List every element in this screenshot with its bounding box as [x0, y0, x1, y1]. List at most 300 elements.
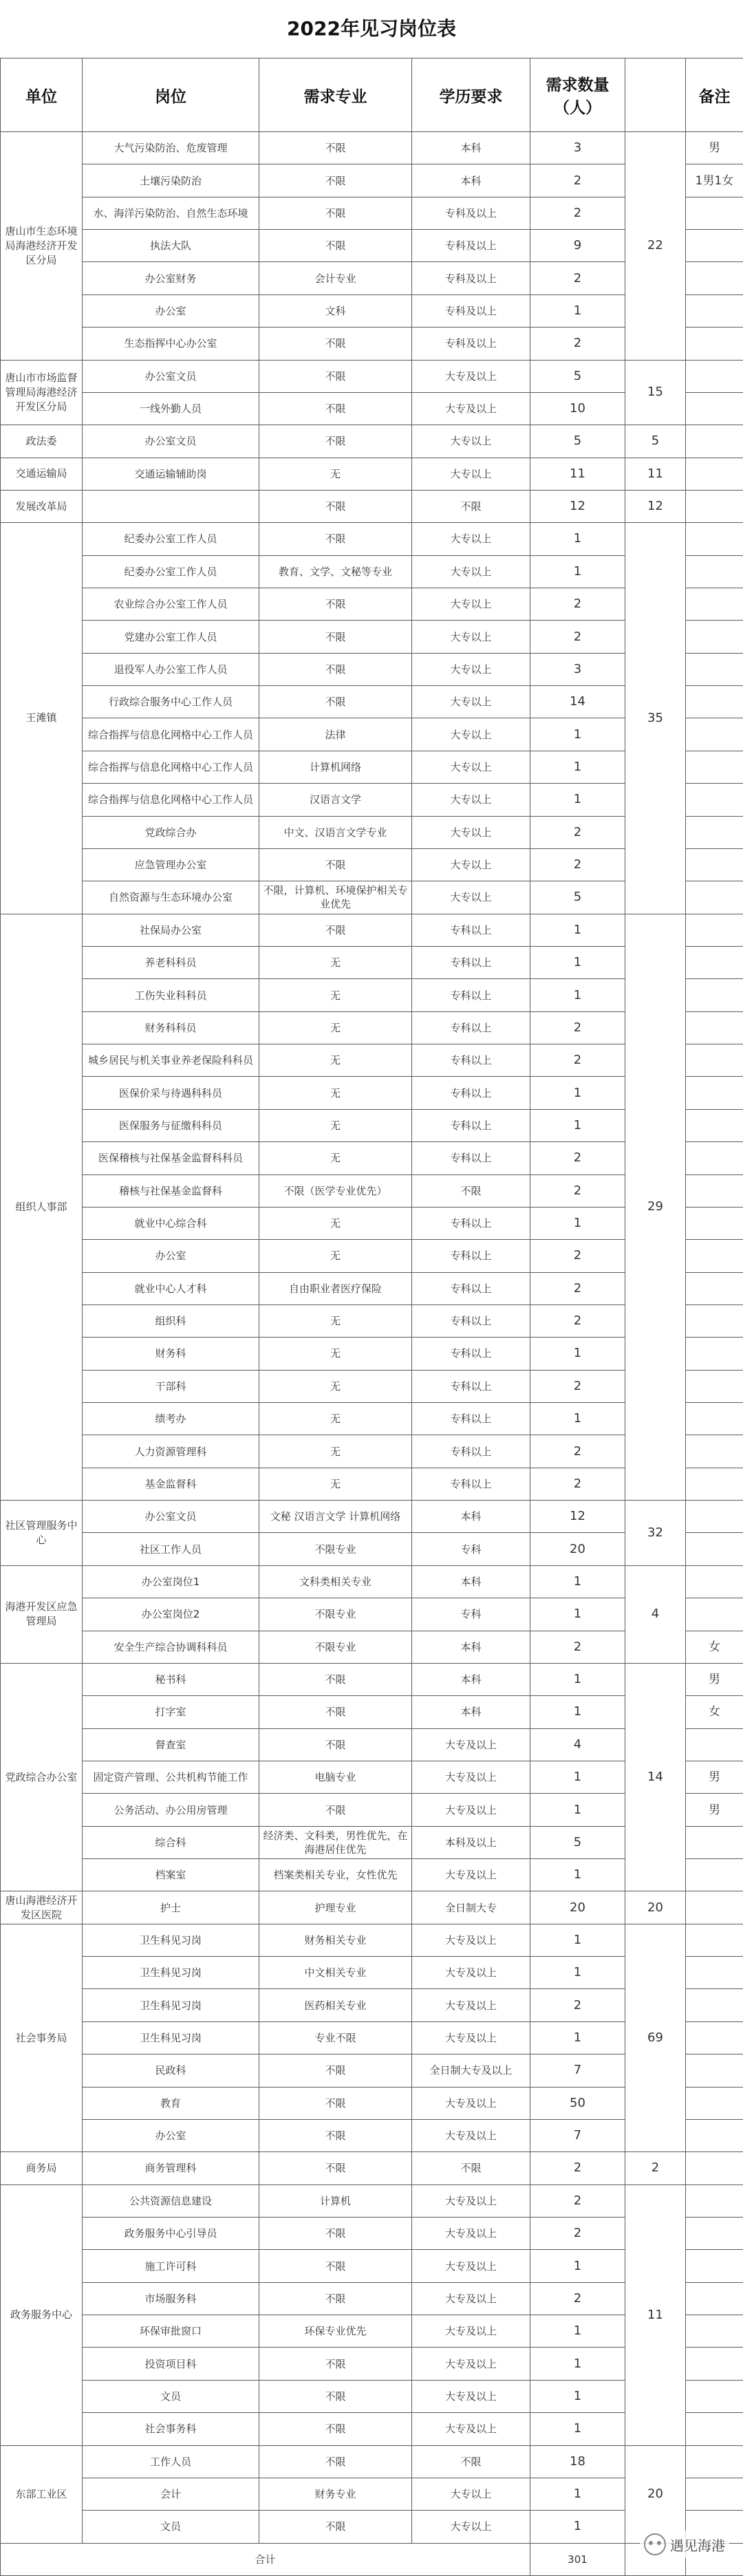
major-cell: 财务专业	[259, 2478, 412, 2510]
note-cell	[686, 1989, 743, 2021]
note-cell	[686, 881, 743, 914]
count-cell: 2	[530, 1240, 625, 1272]
count-cell: 2	[530, 588, 625, 621]
note-cell	[686, 848, 743, 881]
note-cell: 男	[686, 1663, 743, 1695]
major-cell: 中文相关专业	[259, 1957, 412, 1989]
major-cell: 会计专业	[259, 262, 412, 294]
major-cell: 计算机	[259, 2185, 412, 2217]
subtotal-cell: 15	[625, 360, 686, 425]
education-cell: 专科及以上	[412, 262, 530, 294]
count-cell: 1	[530, 784, 625, 816]
education-cell: 大专及以上	[412, 2218, 530, 2250]
table-row	[1, 914, 743, 946]
subtotal-cell: 32	[625, 1501, 686, 1566]
note-cell: 女	[686, 1696, 743, 1728]
count-cell: 1	[530, 2511, 625, 2543]
note-cell	[686, 784, 743, 816]
position-cell: 财务科	[83, 1338, 259, 1370]
unit-cell: 发展改革局	[1, 490, 83, 522]
note-cell	[686, 2282, 743, 2315]
education-cell: 专科以上	[412, 946, 530, 978]
position-cell: 督查室	[83, 1728, 259, 1761]
count-cell: 9	[530, 230, 625, 262]
note-cell	[686, 2119, 743, 2151]
note-cell	[686, 979, 743, 1011]
major-cell: 文科	[259, 294, 412, 327]
note-cell	[686, 1207, 743, 1239]
count-cell: 2	[530, 1435, 625, 1468]
note-cell	[686, 294, 743, 327]
position-cell: 财务科科员	[83, 1011, 259, 1044]
major-cell: 护理专业	[259, 1891, 412, 1924]
header-unit: 单位	[1, 58, 83, 132]
position-cell: 纪委办公室工作人员	[83, 555, 259, 588]
position-cell: 绩考办	[83, 1403, 259, 1435]
note-cell	[686, 490, 743, 522]
major-cell: 不限专业	[259, 1631, 412, 1663]
major-cell: 不限	[259, 848, 412, 881]
education-cell: 大专及以上	[412, 2250, 530, 2282]
education-cell: 大专及以上	[412, 1924, 530, 1956]
count-cell: 2	[530, 1305, 625, 1337]
major-cell: 不限	[259, 621, 412, 653]
table-row	[1, 1891, 743, 1924]
unit-cell: 东部工业区	[1, 2445, 83, 2543]
subtotal-cell: 5	[625, 425, 686, 458]
count-cell: 10	[530, 392, 625, 425]
note-cell: 1男1女	[686, 164, 743, 197]
major-cell: 计算机网络	[259, 751, 412, 783]
major-cell: 文秘 汉语言文学 计算机网络	[259, 1501, 412, 1533]
note-cell	[686, 1957, 743, 1989]
education-cell: 大专及以上	[412, 2119, 530, 2151]
education-cell: 大专以上	[412, 718, 530, 751]
unit-cell: 王滩镇	[1, 523, 83, 914]
note-cell	[686, 2250, 743, 2282]
major-cell: 不限	[259, 2511, 412, 2543]
position-cell: 投资项目科	[83, 2348, 259, 2380]
count-cell: 2	[530, 848, 625, 881]
count-cell: 2	[530, 164, 625, 197]
subtotal-cell: 11	[625, 458, 686, 490]
count-cell: 2	[530, 1370, 625, 1402]
position-cell: 党建办公室工作人员	[83, 621, 259, 653]
note-cell	[686, 1240, 743, 1272]
position-cell: 社区工作人员	[83, 1533, 259, 1565]
note-cell	[686, 718, 743, 751]
education-cell: 专科以上	[412, 1142, 530, 1174]
table-row	[1, 2445, 743, 2478]
position-cell: 行政综合服务中心工作人员	[83, 686, 259, 718]
count-cell: 3	[530, 653, 625, 685]
major-cell: 无	[259, 1403, 412, 1435]
note-cell	[686, 2413, 743, 2445]
position-cell: 办公室文员	[83, 425, 259, 458]
table-row	[1, 2152, 743, 2185]
education-cell: 大专及以上	[412, 2282, 530, 2315]
major-cell: 无	[259, 1109, 412, 1141]
subtotal-cell: 2	[625, 2152, 686, 2185]
position-cell: 大气污染防治、危废管理	[83, 132, 259, 164]
table-row	[1, 1501, 743, 1533]
note-cell	[686, 686, 743, 718]
count-cell: 5	[530, 425, 625, 458]
major-cell: 不限	[259, 588, 412, 621]
position-cell: 党政综合办	[83, 816, 259, 848]
count-cell: 1	[530, 2413, 625, 2445]
count-cell: 1	[530, 1696, 625, 1728]
header-subtotal	[625, 58, 686, 132]
note-cell	[686, 1370, 743, 1402]
major-cell: 环保专业优先	[259, 2315, 412, 2348]
count-cell: 1	[530, 2380, 625, 2412]
note-cell	[686, 914, 743, 946]
table-row	[1, 1565, 743, 1598]
table-row	[1, 1924, 743, 1956]
education-cell: 大专及以上	[412, 2087, 530, 2119]
education-cell: 大专及以上	[412, 1794, 530, 1826]
note-cell	[686, 1272, 743, 1305]
position-cell: 公务活动、办公用房管理	[83, 1794, 259, 1826]
position-cell: 政务服务中心引导员	[83, 2218, 259, 2250]
subtotal-cell: 20	[625, 1891, 686, 1924]
count-cell: 1	[530, 946, 625, 978]
major-cell: 无	[259, 1370, 412, 1402]
education-cell: 本科及以上	[412, 1826, 530, 1858]
header-count: 需求数量（人）	[530, 58, 625, 132]
count-cell: 1	[530, 751, 625, 783]
major-cell: 不限	[259, 197, 412, 229]
education-cell: 大专以上	[412, 848, 530, 881]
count-cell: 4	[530, 1728, 625, 1761]
education-cell: 大专以上	[412, 816, 530, 848]
education-cell: 全日制大专及以上	[412, 2054, 530, 2087]
education-cell: 专科以上	[412, 1435, 530, 1468]
education-cell: 大专及以上	[412, 1957, 530, 1989]
note-cell	[686, 2348, 743, 2380]
education-cell: 专科以上	[412, 1109, 530, 1141]
position-cell: 档案室	[83, 1859, 259, 1891]
position-cell: 办公室	[83, 294, 259, 327]
unit-cell: 组织人事部	[1, 914, 83, 1500]
education-cell: 大专以上	[412, 588, 530, 621]
education-cell: 大专及以上	[412, 2413, 530, 2445]
major-cell: 不限	[259, 1696, 412, 1728]
education-cell: 专科以上	[412, 1305, 530, 1337]
position-cell: 护士	[83, 1891, 259, 1924]
major-cell: 无	[259, 1207, 412, 1239]
major-cell: 不限	[259, 2218, 412, 2250]
education-cell: 专科及以上	[412, 294, 530, 327]
major-cell: 无	[259, 1240, 412, 1272]
count-cell: 1	[530, 1565, 625, 1598]
watermark	[640, 2531, 729, 2558]
table-row	[1, 1663, 743, 1695]
position-cell: 卫生科见习岗	[83, 1989, 259, 2021]
subtotal-cell: 4	[625, 1565, 686, 1663]
major-cell: 中文、汉语言文学专业	[259, 816, 412, 848]
note-cell: 男	[686, 1794, 743, 1826]
position-cell: 文员	[83, 2511, 259, 2543]
education-cell: 不限	[412, 2445, 530, 2478]
note-cell	[686, 1338, 743, 1370]
major-cell: 无	[259, 1468, 412, 1500]
position-cell: 就业中心综合科	[83, 1207, 259, 1239]
count-cell: 2	[530, 1468, 625, 1500]
education-cell: 专科以上	[412, 1240, 530, 1272]
note-cell	[686, 1728, 743, 1761]
note-cell	[686, 1435, 743, 1468]
table-row	[1, 425, 743, 458]
education-cell: 大专及以上	[412, 360, 530, 392]
position-cell: 办公室文员	[83, 360, 259, 392]
count-cell: 1	[530, 555, 625, 588]
major-cell: 文科类相关专业	[259, 1565, 412, 1598]
education-cell: 本科	[412, 164, 530, 197]
position-cell: 医保服务与征缴科科员	[83, 1109, 259, 1141]
note-cell	[686, 1174, 743, 1207]
major-cell: 不限	[259, 1728, 412, 1761]
position-cell: 社保局办公室	[83, 914, 259, 946]
unit-cell: 唐山海港经济开发区医院	[1, 1891, 83, 1924]
grand-total: 301	[530, 2543, 625, 2575]
education-cell: 大专及以上	[412, 2348, 530, 2380]
subtotal-cell: 35	[625, 523, 686, 914]
note-cell	[686, 653, 743, 685]
note-cell	[686, 1598, 743, 1631]
major-cell: 不限	[259, 2413, 412, 2445]
count-cell: 1	[530, 2478, 625, 2510]
note-cell	[686, 1011, 743, 1044]
major-cell: 不限（医学专业优先）	[259, 1174, 412, 1207]
education-cell: 本科	[412, 132, 530, 164]
position-cell: 市场服务科	[83, 2282, 259, 2315]
education-cell: 本科	[412, 1565, 530, 1598]
count-cell: 2	[530, 2282, 625, 2315]
position-cell: 办公室岗位1	[83, 1565, 259, 1598]
note-cell	[686, 1501, 743, 1533]
position-cell: 综合科	[83, 1826, 259, 1858]
major-cell: 汉语言文学	[259, 784, 412, 816]
count-cell: 2	[530, 1631, 625, 1663]
note-cell	[686, 816, 743, 848]
position-cell: 工作人员	[83, 2445, 259, 2478]
position-cell: 卫生科见习岗	[83, 2021, 259, 2054]
position-cell: 农业综合办公室工作人员	[83, 588, 259, 621]
major-cell: 无	[259, 458, 412, 490]
count-cell: 1	[530, 1598, 625, 1631]
position-cell: 办公室文员	[83, 1501, 259, 1533]
education-cell: 大专以上	[412, 751, 530, 783]
note-cell	[686, 2380, 743, 2412]
position-cell: 交通运输辅助岗	[83, 458, 259, 490]
count-cell: 5	[530, 881, 625, 914]
position-cell: 固定资产管理、公共机构节能工作	[83, 1761, 259, 1793]
position-cell: 生态指挥中心办公室	[83, 328, 259, 360]
education-cell: 专科以上	[412, 1207, 530, 1239]
major-cell: 不限	[259, 2087, 412, 2119]
count-cell: 1	[530, 1109, 625, 1141]
education-cell: 专科及以上	[412, 328, 530, 360]
education-cell: 本科	[412, 1631, 530, 1663]
major-cell: 不限	[259, 2054, 412, 2087]
position-cell: 商务管理科	[83, 2152, 259, 2185]
position-cell: 社会事务科	[83, 2413, 259, 2445]
position-cell: 干部科	[83, 1370, 259, 1402]
major-cell: 法律	[259, 718, 412, 751]
note-cell: 男	[686, 1761, 743, 1793]
note-cell	[686, 392, 743, 425]
education-cell: 大专及以上	[412, 2021, 530, 2054]
education-cell: 大专以上	[412, 784, 530, 816]
position-cell: 养老科科员	[83, 946, 259, 978]
position-cell: 应急管理办公室	[83, 848, 259, 881]
education-cell: 大专以上	[412, 425, 530, 458]
position-cell: 工伤失业科科员	[83, 979, 259, 1011]
count-cell: 1	[530, 1924, 625, 1956]
unit-cell: 商务局	[1, 2152, 83, 2185]
position-cell: 组织科	[83, 1305, 259, 1337]
header-row	[1, 58, 743, 132]
note-cell	[686, 1924, 743, 1956]
position-cell: 医保稽核与社保基金监督科科员	[83, 1142, 259, 1174]
position-cell: 打字室	[83, 1696, 259, 1728]
education-cell: 本科	[412, 1501, 530, 1533]
note-cell	[686, 1859, 743, 1891]
education-cell: 大专以上	[412, 653, 530, 685]
count-cell: 2	[530, 2218, 625, 2250]
note-cell	[686, 1403, 743, 1435]
count-cell: 1	[530, 1338, 625, 1370]
position-cell: 执法大队	[83, 230, 259, 262]
major-cell: 无	[259, 979, 412, 1011]
education-cell: 大专以上	[412, 2511, 530, 2543]
position-cell	[83, 490, 259, 522]
major-cell: 无	[259, 1435, 412, 1468]
unit-cell: 党政综合办公室	[1, 1663, 83, 1891]
table-row	[1, 2185, 743, 2217]
education-cell: 专科以上	[412, 1403, 530, 1435]
major-cell: 不限	[259, 230, 412, 262]
count-cell: 14	[530, 686, 625, 718]
note-cell	[686, 1826, 743, 1858]
position-cell: 综合指挥与信息化网格中心工作人员	[83, 784, 259, 816]
education-cell: 本科	[412, 1696, 530, 1728]
position-cell: 退役军人办公室工作人员	[83, 653, 259, 685]
position-cell: 土壤污染防治	[83, 164, 259, 197]
count-cell: 1	[530, 914, 625, 946]
count-cell: 2	[530, 2152, 625, 2185]
count-cell: 1	[530, 1957, 625, 1989]
education-cell: 专科以上	[412, 1370, 530, 1402]
education-cell: 大专及以上	[412, 2380, 530, 2412]
count-cell: 1	[530, 2348, 625, 2380]
note-cell	[686, 230, 743, 262]
education-cell: 大专及以上	[412, 1728, 530, 1761]
note-cell	[686, 1109, 743, 1141]
count-cell: 1	[530, 1794, 625, 1826]
major-cell: 无	[259, 1338, 412, 1370]
position-cell: 办公室财务	[83, 262, 259, 294]
education-cell: 不限	[412, 490, 530, 522]
count-cell: 2	[530, 1272, 625, 1305]
note-cell	[686, 328, 743, 360]
education-cell: 专科及以上	[412, 197, 530, 229]
position-cell: 文员	[83, 2380, 259, 2412]
education-cell: 不限	[412, 2152, 530, 2185]
major-cell: 不限	[259, 686, 412, 718]
education-cell: 大专以上	[412, 458, 530, 490]
education-cell: 专科以上	[412, 1468, 530, 1500]
count-cell: 1	[530, 2021, 625, 2054]
count-cell: 1	[530, 718, 625, 751]
education-cell: 大专及以上	[412, 2185, 530, 2217]
note-cell: 女	[686, 1631, 743, 1663]
count-cell: 1	[530, 1403, 625, 1435]
table-row	[1, 458, 743, 490]
unit-cell: 社会事务局	[1, 1924, 83, 2152]
note-cell	[686, 751, 743, 783]
count-cell: 2	[530, 621, 625, 653]
unit-cell: 政法委	[1, 425, 83, 458]
unit-cell: 唐山市市场监督管理局海港经济开发区分局	[1, 360, 83, 425]
unit-cell: 唐山市生态环境局海港经济开发区分局	[1, 132, 83, 361]
position-cell: 公共资源信息建设	[83, 2185, 259, 2217]
count-cell: 11	[530, 458, 625, 490]
count-cell: 2	[530, 1011, 625, 1044]
major-cell: 财务相关专业	[259, 1924, 412, 1956]
position-cell: 民政科	[83, 2054, 259, 2087]
note-cell	[686, 2087, 743, 2119]
education-cell: 全日制大专	[412, 1891, 530, 1924]
note-cell	[686, 1565, 743, 1598]
education-cell: 大专以上	[412, 686, 530, 718]
total-row	[1, 2543, 743, 2575]
unit-cell: 社区管理服务中心	[1, 1501, 83, 1566]
table-row	[1, 132, 743, 164]
note-cell	[686, 425, 743, 458]
table-row	[1, 523, 743, 555]
major-cell: 无	[259, 1011, 412, 1044]
education-cell: 大专及以上	[412, 392, 530, 425]
count-cell: 2	[530, 1989, 625, 2021]
major-cell: 不限	[259, 523, 412, 555]
unit-cell: 政务服务中心	[1, 2185, 83, 2445]
table-row	[1, 490, 743, 522]
education-cell: 大专及以上	[412, 2315, 530, 2348]
position-cell: 医保价采与待遇科科员	[83, 1077, 259, 1109]
major-cell: 不限	[259, 1794, 412, 1826]
education-cell: 大专以上	[412, 881, 530, 914]
position-cell: 综合指挥与信息化网格中心工作人员	[83, 718, 259, 751]
major-cell: 不限	[259, 2119, 412, 2151]
subtotal-cell: 11	[625, 2185, 686, 2445]
unit-cell: 交通运输局	[1, 458, 83, 490]
position-cell: 办公室	[83, 1240, 259, 1272]
subtotal-cell: 22	[625, 132, 686, 361]
major-cell: 不限	[259, 2250, 412, 2282]
note-cell	[686, 621, 743, 653]
major-cell: 无	[259, 1142, 412, 1174]
note-cell	[686, 2478, 743, 2510]
education-cell: 大专以上	[412, 555, 530, 588]
major-cell: 不限专业	[259, 1533, 412, 1565]
count-cell: 1	[530, 2250, 625, 2282]
count-cell: 1	[530, 1207, 625, 1239]
note-cell	[686, 2185, 743, 2217]
note-cell	[686, 1891, 743, 1924]
